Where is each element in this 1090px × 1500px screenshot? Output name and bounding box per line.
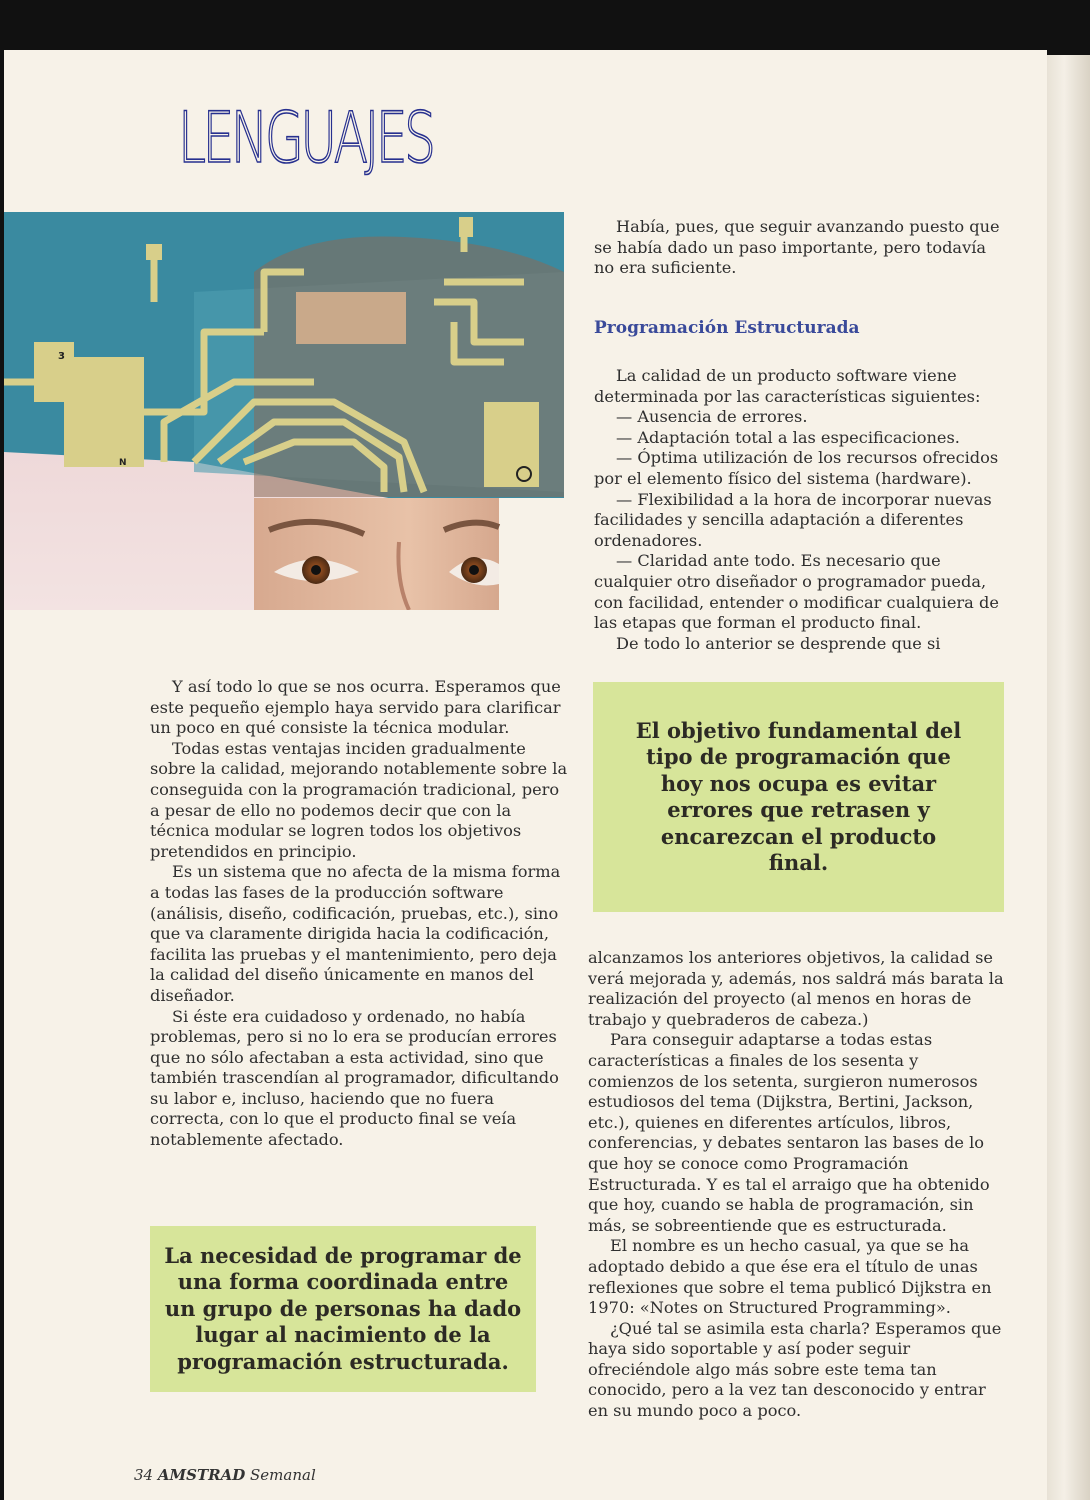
paragraph: ¿Qué tal se asimila esta charla? Esperamos que haya sido soportable y así poder seguir ofreciéndole algo más sobre este tema tan conocido, pero a la vez tan desconocido y entrar en su mundo poco a poco.: [588, 1318, 1002, 1421]
callout-text: El objetivo fundamental del tipo de programación que hoy nos ocupa es evitar errores que retrasen y encarezcan el producto final.: [635, 717, 962, 875]
paragraph: El nombre es un hecho casual, ya que se ha adoptado debido a que ése era el título de unas reflexiones que sobre el tema publicó Dijkstra en 1970: «Notes on Structured Programming».: [588, 1236, 992, 1318]
page-number: 34: [134, 1466, 154, 1484]
page-folio: [134, 1466, 316, 1484]
paragraph: De todo lo anterior se desprende que si: [616, 633, 941, 653]
pin-label-3: 3: [58, 351, 65, 362]
circuit-head-illustration: [4, 212, 564, 610]
left-column: [150, 677, 568, 1151]
list-item: — Óptima utilización de los recursos ofrecidos por el elemento físico del sistema (hardware).: [594, 448, 999, 488]
circuit-head-image: [4, 212, 564, 610]
right-intro-paragraph: [594, 217, 1004, 279]
magazine-edition: Semanal: [250, 1466, 316, 1484]
adjacent-page-edge: [1047, 55, 1090, 1500]
subheading: Programación Estructurada: [594, 318, 860, 338]
list-item: — Adaptación total a las especificaciones.: [616, 427, 960, 447]
paragraph: Es un sistema que no afecta de la misma forma a todas las fases de la producción software (análisis, diseño, codificación, pruebas, etc.), sino que va claramente dirigida hacia la codificación, facilita las pruebas y el mantenimiento, pero deja la calidad del diseño únicamente en manos del diseñador.: [150, 862, 561, 1005]
right-column-bottom: [588, 948, 1004, 1422]
paragraph: Para conseguir adaptarse a todas estas características a finales de los sesenta y comienzos de los setenta, surgieron numerosos estudiosos del tema (Dijkstra, Bertini, Jackson, etc.), quienes en diferentes artículos, libros, conferencias, y debates sentaron las bases de lo que hoy se conoce como Programación Estructurada. Y es tal el arraigo que ha obtenido que hoy, cuando se habla de programación, sin más, se sobreentiende que es estructurada.: [588, 1030, 990, 1235]
list-item: — Ausencia de errores.: [616, 407, 808, 427]
pin-label-n: N: [119, 458, 127, 468]
callout-box-left: [150, 1226, 536, 1392]
paragraph: Todas estas ventajas inciden gradualmente sobre la calidad, mejorando notablemente sobre la conseguida con la programación tradicional, pero a pesar de ello no podemos decir que con la técnica modular se logren todos los objetivos pretendidos en principio.: [150, 738, 568, 861]
paragraph: alcanzamos los anteriores objetivos, la calidad se verá mejorada y, además, nos saldrá más barata la realización del proyecto (al menos en horas de trabajo y quebraderos de cabeza.): [588, 948, 1004, 1029]
callout-text: La necesidad de programar de una forma coordinada entre un grupo de personas ha dado lugar al nacimiento de la programación estructurada.: [164, 1242, 522, 1374]
paragraph: Y así todo lo que se nos ocurra. Esperamos que este pequeño ejemplo haya servido para clarificar un poco en qué consiste la técnica modular.: [150, 677, 561, 738]
right-column-top: [594, 366, 1004, 654]
list-item: — Claridad ante todo. Es necesario que cualquier otro diseñador o programador pueda, con facilidad, entender o modificar cualquiera de las etapas que forman el producto final.: [594, 551, 999, 633]
callout-box-right: [593, 682, 1004, 912]
paragraph: La calidad de un producto software viene determinada por las características siguientes:: [594, 366, 981, 406]
section-title: LENGUAJES: [178, 97, 433, 179]
list-item: — Flexibilidad a la hora de incorporar nuevas facilidades y sencilla adaptación a diferentes ordenadores.: [594, 489, 992, 550]
paragraph: Si éste era cuidadoso y ordenado, no había problemas, pero si no lo era se producían errores que no sólo afectaban a esta actividad, sino que también trascendían al programador, dificultando su labor e, incluso, haciendo que no fuera correcta, con lo que el producto final se veía notablemente afectado.: [150, 1006, 559, 1150]
magazine-name: AMSTRAD: [157, 1466, 246, 1484]
paragraph: Había, pues, que seguir avanzando puesto que se había dado un paso importante, pero todavía no era suficiente.: [594, 217, 1000, 278]
